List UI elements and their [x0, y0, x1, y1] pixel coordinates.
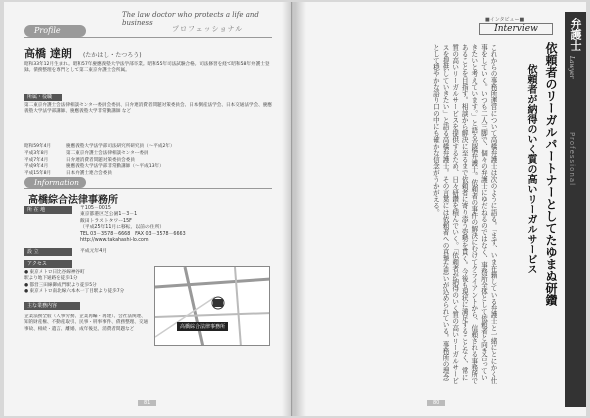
information-label: Information: [24, 177, 86, 188]
profile-label: Profile: [24, 25, 86, 37]
right-page: [293, 2, 586, 416]
tagline: The law doctor who protects a life and business: [122, 11, 259, 27]
bio-text: 昭和33年12月生まれ。昭和57年慶應義塾大学法学部卒業。昭和55年司法試験合格。司法修習を経て昭和58年弁護士登録。債務整理を専門として第二東京弁護士会所属。: [24, 62, 270, 74]
page-number-right: 80: [427, 400, 445, 406]
article-body: これからの事務所運営について高橋弁護士は次のように語る。「まず、いま在籍している弁護士と一緒にとにかく仕事をしていく。いつも二人三脚で、個々の弁護士にゆだねるのではなく、事務所全体として依頼者と向き合っていきたいと考えています。」と語る高橋弁護士。依頼者の事件の解決にむけてクライアントから、信頼される事務所であることを目指す。相談から解決に至るまで依頼者に寄り添う姿勢を貫く。今後も現状に満足することなく、常に質の高いリーガルサービスを提供するため、日々研鑽を積んでいく。「依頼者が納得のいく質の高いリーガルサービスを提供していきたい」と語る高橋弁護士。その言葉には依頼者への真摯な思いが込められている。事務所の理念として穏やかな語り口の中にも確かな信念がうかがえる。: [431, 44, 497, 384]
postal-code: 〒105－0015: [80, 206, 111, 211]
access-map: [154, 266, 270, 346]
services-text: 企業法務全般（人事労務、企業再編・再建）、会社法関連、知的財産権、不動産取引、民事・刑事事件、債務整理、交通事故、相続・遺言、離婚、成年後見、消費者問題など: [24, 314, 149, 332]
side-subtitle: Lawyer: [568, 56, 575, 79]
page-number-left: 81: [138, 400, 156, 406]
lawyer-name: 高橋 達朗: [24, 47, 72, 60]
history-row: 昭和59年4月 慶應義塾大学法学部司法研究所研究員（～平成2年）: [24, 144, 175, 149]
services-label: 主な業務内容: [24, 302, 80, 310]
address-line: （平成25年11月に移転、以前の住所）: [80, 225, 165, 231]
history-row: 平成3年8月 第二東京弁護士会法律相談センター委員: [24, 150, 149, 156]
history-row: 平成7年4月 日弁連消費者問題対策委員会委員: [24, 157, 135, 163]
profile-kana: プロフェッショナル: [172, 25, 244, 33]
affiliation-label: 所属・役職: [24, 94, 62, 101]
address-line: 東京都港区芝公園1－3－1: [80, 212, 138, 218]
side-tab: [565, 12, 586, 407]
book-spread: [4, 2, 586, 416]
map-graphic: [155, 267, 270, 346]
history-row: 平成15年8月 日本弁護士連合会委員: [24, 171, 112, 177]
fax: FAX 03－3578－6663: [135, 231, 186, 237]
interview-label: ■インタビュー■: [485, 17, 525, 23]
history-row: 平成9年4月 慶應義塾大学法学部非常勤講師（～平成13年）: [24, 164, 164, 170]
left-page: [4, 2, 292, 416]
website-link[interactable]: http://www.takahashi-lo.com: [80, 238, 149, 244]
established-value: 平成元年4月: [80, 249, 108, 254]
address-label: 所 在 地: [24, 206, 72, 214]
access-list: ● 東京メトロ日比谷線神谷町 駅より地下通路を徒歩1分 ● 都営三田線御成門駅より徒歩5分 ● 東京メトロ南北線六本木一丁目駅より徒歩7分: [24, 270, 125, 295]
interview-title: Interview: [479, 23, 553, 35]
office-name: 高橋綜合法律事務所: [28, 195, 118, 206]
lawyer-name-kana: (たかはし・たつろう): [82, 52, 142, 59]
tel: TEL 03－3578－6668: [80, 231, 131, 237]
information-header: [24, 176, 272, 189]
profile-header: [24, 24, 272, 38]
address-line: 飯田トラストタワー15F: [80, 218, 132, 224]
map-label: 高橋綜合法律事務所: [177, 322, 228, 331]
affiliation-text: 第二東京弁護士会法律相談センター委員会委員、日弁連消費者問題対策委員会、日本倒産法学会、日本交通法学会、慶應義塾大学法学部講師、慶應義塾大学非常勤講師 など: [24, 103, 272, 115]
address-block: [80, 206, 270, 244]
established-label: 設 立: [24, 248, 72, 256]
name-row: [24, 42, 142, 60]
side-title: 弁護士: [569, 18, 582, 51]
headline-main: 依頼者のリーガルパートナーとしてたゆまぬ研鑽: [544, 42, 558, 306]
headline-sub: 依頼者が納得のいく質の高いリーガルサービス: [525, 64, 536, 274]
access-label: アクセス: [24, 260, 72, 268]
side-subtitle-2: Professional: [568, 132, 576, 187]
history-list: [24, 144, 272, 178]
